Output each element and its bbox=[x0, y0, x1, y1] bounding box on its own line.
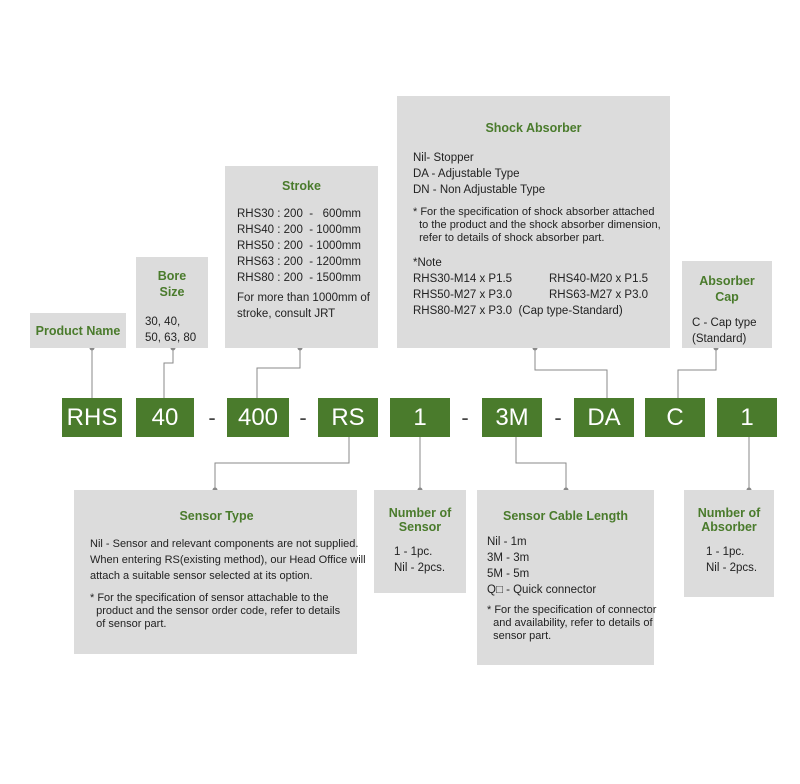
shock-absorber-note-title: *Note bbox=[413, 257, 442, 269]
sensor-type-box bbox=[74, 490, 366, 654]
absorber-cap-title: Absorber Cap bbox=[699, 274, 755, 304]
number-of-absorber-line: 1 - 1pc. bbox=[706, 546, 745, 558]
stroke-box bbox=[225, 166, 378, 348]
stroke-line: RHS50 : 200 - 1000mm bbox=[237, 240, 362, 252]
shock-absorber-note: to the product and the shock absorber dimension, bbox=[413, 219, 661, 231]
sensor-cable-length-title: Sensor Cable Length bbox=[502, 509, 629, 523]
number-of-sensor-box bbox=[374, 490, 466, 593]
shock-absorber-title: Shock Absorber bbox=[485, 121, 582, 135]
connector-shock-absorber bbox=[535, 348, 607, 398]
bore-size-line: 30, 40, bbox=[145, 316, 181, 328]
sensor-type-line: Nil - Sensor and relevant components are not supplied. bbox=[90, 538, 359, 550]
number-of-sensor-title: Sensor bbox=[398, 520, 442, 534]
stroke-footer: For more than 1000mm of bbox=[237, 292, 370, 304]
bore-size-box bbox=[136, 257, 208, 348]
sensor-type-line: attach a suitable sensor selected at its option. bbox=[90, 570, 313, 582]
code-cable-length: 3M bbox=[482, 398, 542, 437]
bore-size-line: 50, 63, 80 bbox=[145, 332, 197, 344]
shock-absorber-spec: RHS63-M27 x P3.0 bbox=[549, 289, 649, 301]
product-name-box bbox=[30, 313, 126, 348]
connector-bore-size bbox=[164, 348, 173, 398]
shock-absorber-line: DA - Adjustable Type bbox=[413, 168, 520, 180]
shock-absorber-spec: RHS50-M27 x P3.0 bbox=[413, 289, 513, 301]
connector-cable-length bbox=[516, 437, 566, 490]
number-of-sensor-line: 1 - 1pc. bbox=[394, 546, 433, 558]
shock-absorber-note: * For the specification of shock absorber attached bbox=[413, 206, 655, 218]
shock-absorber-spec: RHS80-M27 x P3.0 (Cap type-Standard) bbox=[413, 305, 623, 317]
number-of-absorber-title: Number of bbox=[697, 506, 761, 520]
shock-absorber-spec: RHS40-M20 x P1.5 bbox=[549, 273, 649, 285]
absorber-cap-box bbox=[682, 261, 772, 348]
shock-absorber-note: refer to details of shock absorber part. bbox=[413, 232, 605, 244]
sensor-type-title: Sensor Type bbox=[179, 509, 254, 523]
code-stroke: 400 bbox=[227, 398, 289, 437]
sensor-cable-length-line: 5M - 5m bbox=[487, 568, 530, 580]
stroke-line: RHS40 : 200 - 1000mm bbox=[237, 224, 362, 236]
number-of-absorber-title: Absorber bbox=[701, 520, 757, 534]
sensor-type-line: When entering RS(existing method), our Head Office will bbox=[90, 554, 366, 566]
connector-stroke bbox=[257, 348, 300, 398]
sensor-cable-length-note: sensor part. bbox=[487, 630, 552, 642]
stroke-footer: stroke, consult JRT bbox=[237, 308, 336, 320]
code-number-sensor: 1 bbox=[390, 398, 450, 437]
code-bore: 40 bbox=[136, 398, 194, 437]
sensor-cable-length-note: * For the specification of connector bbox=[487, 604, 657, 616]
absorber-cap-line: (Standard) bbox=[692, 333, 747, 345]
sensor-cable-length-line: Nil - 1m bbox=[487, 536, 527, 548]
number-of-sensor-line: Nil - 2pcs. bbox=[394, 562, 446, 574]
shock-absorber-line: Nil- Stopper bbox=[413, 152, 474, 164]
code-separator: - bbox=[208, 404, 216, 430]
bore-size-title: Bore Size bbox=[157, 269, 187, 299]
sensor-cable-length-line: Q□ - Quick connector bbox=[487, 584, 597, 596]
sensor-type-note: product and the sensor order code, refer to details bbox=[90, 605, 341, 617]
shock-absorber-spec: RHS30-M14 x P1.5 bbox=[413, 273, 513, 285]
absorber-cap-line: C - Cap type bbox=[692, 317, 757, 329]
code-separator: - bbox=[299, 404, 307, 430]
code-separator: - bbox=[461, 404, 469, 430]
sensor-type-note: * For the specification of sensor attachable to the bbox=[90, 592, 329, 604]
stroke-line: RHS30 : 200 - 600mm bbox=[237, 208, 361, 220]
code-separator: - bbox=[554, 404, 562, 430]
stroke-title: Stroke bbox=[282, 179, 321, 193]
number-of-absorber-box bbox=[684, 490, 774, 597]
code-sensor: RS bbox=[318, 398, 378, 437]
stroke-line: RHS80 : 200 - 1500mm bbox=[237, 272, 362, 284]
product-name-title: Product Name bbox=[35, 323, 121, 338]
shock-absorber-box bbox=[397, 96, 670, 348]
connector-sensor-type bbox=[215, 437, 349, 490]
number-of-absorber-line: Nil - 2pcs. bbox=[706, 562, 758, 574]
code-absorber-cap: C bbox=[645, 398, 705, 437]
number-of-sensor-title: Number of bbox=[388, 506, 452, 520]
shock-absorber-line: DN - Non Adjustable Type bbox=[413, 184, 546, 196]
stroke-line: RHS63 : 200 - 1200mm bbox=[237, 256, 362, 268]
code-number-absorber: 1 bbox=[717, 398, 777, 437]
sensor-type-note: of sensor part. bbox=[90, 618, 167, 630]
sensor-cable-length-box bbox=[477, 490, 657, 665]
code-shock-absorber: DA bbox=[574, 398, 634, 437]
sensor-cable-length-note: and availability, refer to details of bbox=[487, 617, 653, 629]
sensor-cable-length-line: 3M - 3m bbox=[487, 552, 530, 564]
connector-absorber-cap bbox=[678, 348, 716, 398]
code-rhs: RHS bbox=[62, 398, 122, 437]
